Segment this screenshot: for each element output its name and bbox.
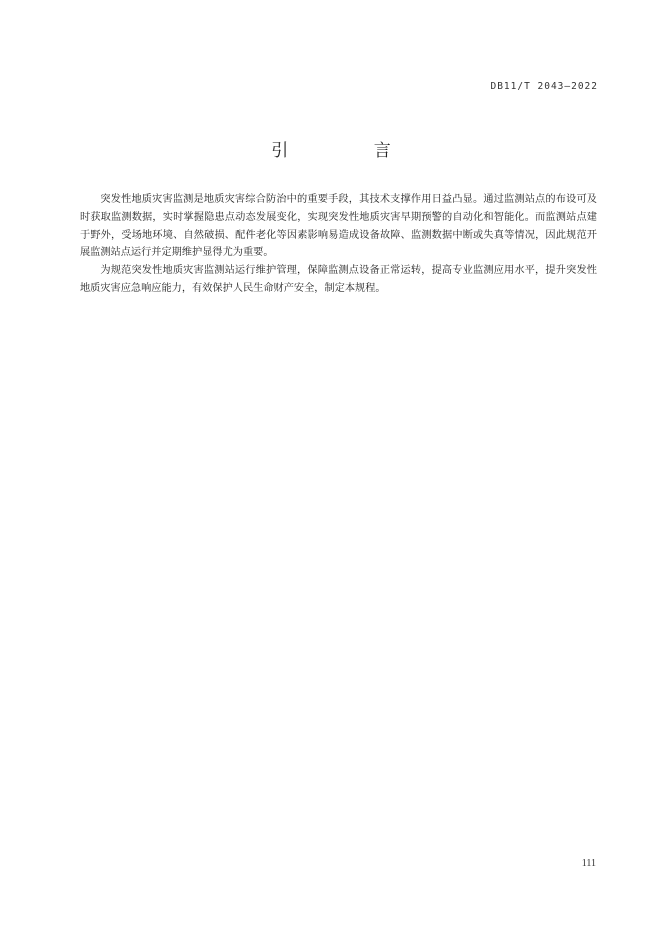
- standard-code: DB11/T 2043—2022: [490, 81, 598, 92]
- paragraph: 为规范突发性地质灾害监测站运行维护管理，保障监测点设备正常运转，提高专业监测应用水平，提升突发性地质灾害应急响应能力，有效保护人民生命财产安全，制定本规程。: [80, 265, 597, 294]
- paragraph: 突发性地质灾害监测是地质灾害综合防治中的重要手段，其技术支撑作用日益凸显。通过监测站点的布设可及时获取监测数据，实时掌握隐患点动态发展变化，实现突发性地质灾害早期预警的自动化和智能化。而监测站点建于野外，受场地环境、自然破损、配件老化等因素影响易造成设备故障、监测数据中断或失真等情况，因此规范开展监测站点运行并定期维护显得尤为重要。: [80, 194, 597, 259]
- body-text: [80, 191, 597, 298]
- page-number: 111: [581, 858, 596, 869]
- page-title: 引 言: [271, 141, 431, 161]
